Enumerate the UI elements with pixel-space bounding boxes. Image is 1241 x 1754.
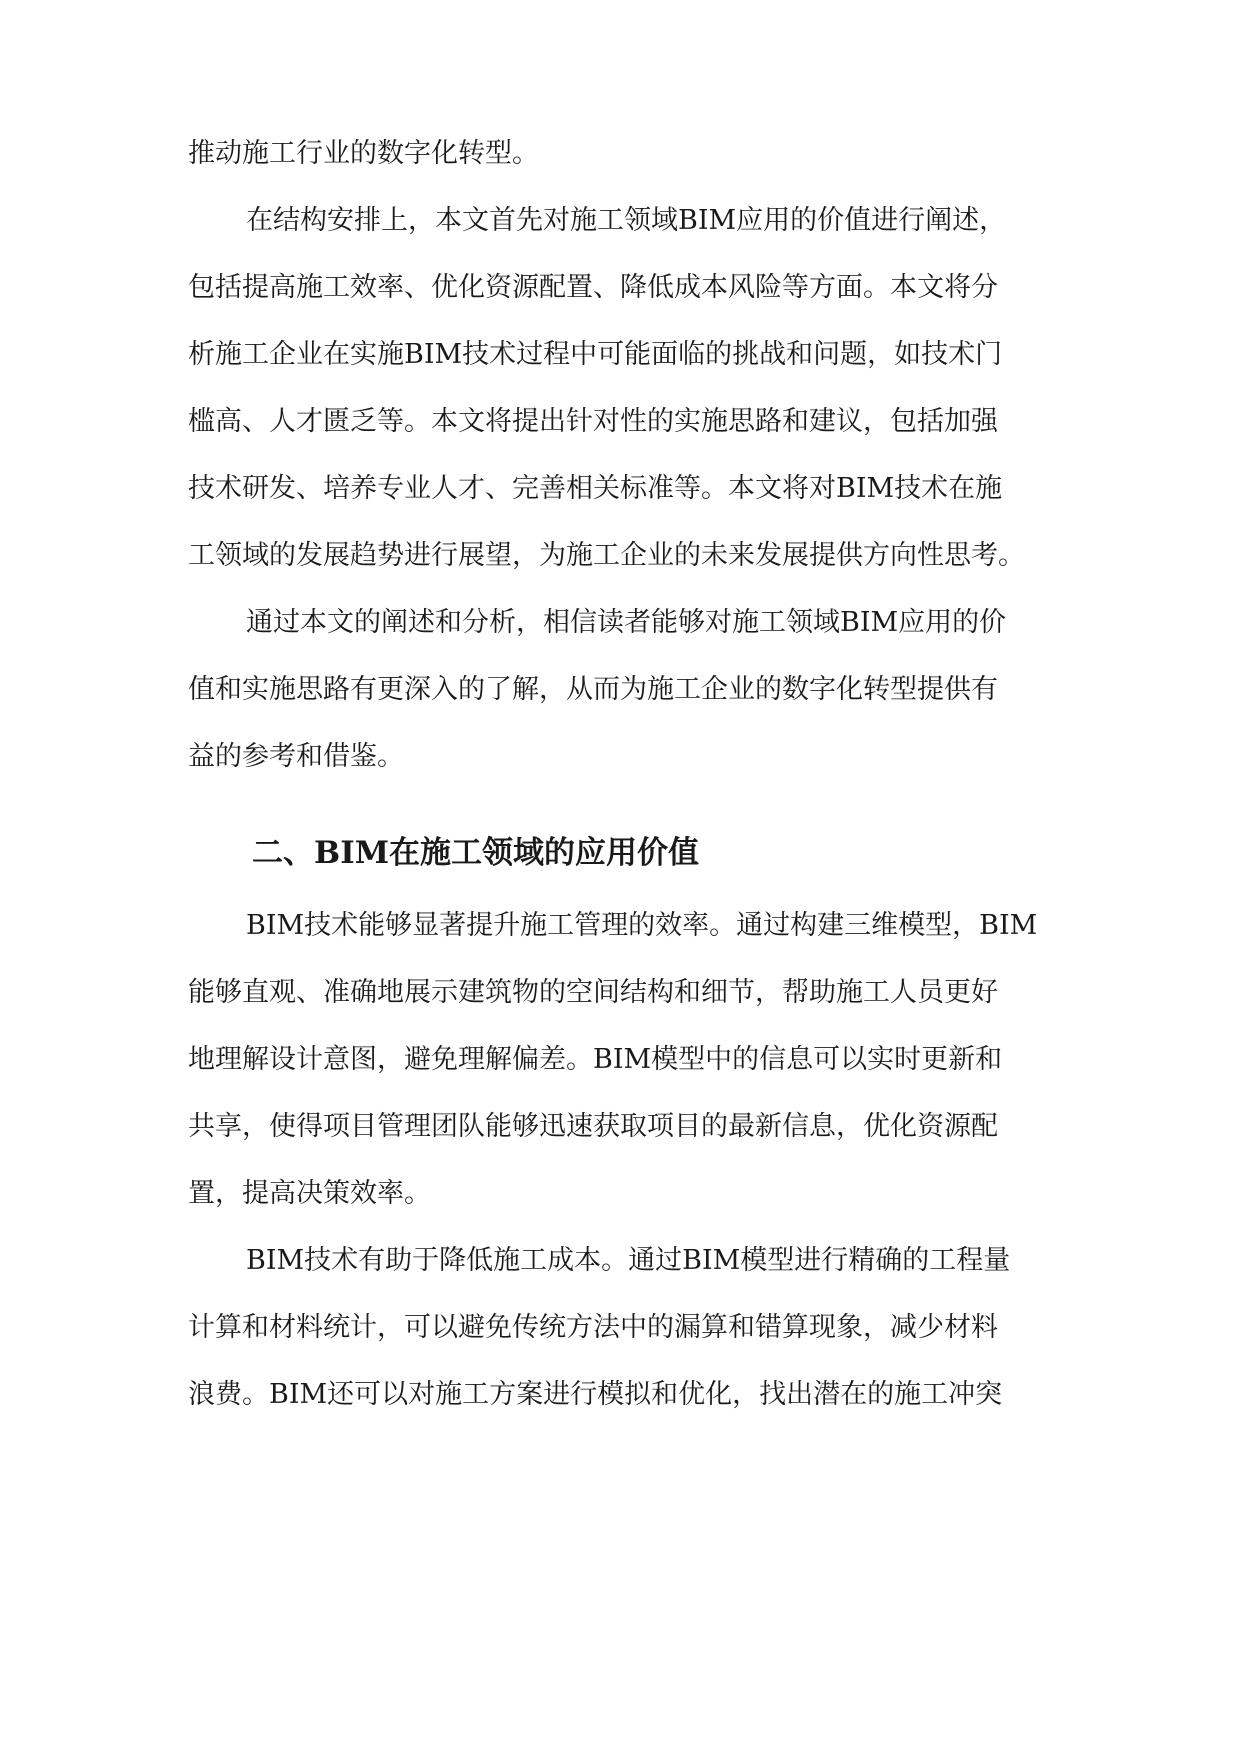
paragraph-line: 计算和材料统计，可以避免传统方法中的漏算和错算现象，减少材料 xyxy=(188,1312,998,1343)
paragraph-line: 通过本文的阐述和分析，相信读者能够对施工领域BIM应用的价 xyxy=(246,607,1007,638)
paragraph-line: BIM技术有助于降低施工成本。通过BIM模型进行精确的工程量 xyxy=(246,1245,1011,1276)
paragraph-line: 工领域的发展趋势进行展望，为施工企业的未来发展提供方向性思考。 xyxy=(188,540,1025,571)
paragraph-line: 槛高、人才匮乏等。本文将提出针对性的实施思路和建议，包括加强 xyxy=(188,406,998,437)
paragraph-line: 析施工企业在实施BIM技术过程中可能面临的挑战和问题，如技术门 xyxy=(188,339,1003,370)
paragraph-line: 益的参考和借鉴。 xyxy=(188,741,404,772)
paragraph-line: 推动施工行业的数字化转型。 xyxy=(188,138,539,169)
paragraph-line: 浪费。BIM还可以对施工方案进行模拟和优化，找出潜在的施工冲突 xyxy=(188,1379,1003,1410)
paragraph-line: 置，提高决策效率。 xyxy=(188,1178,431,1209)
paragraph-line: 在结构安排上，本文首先对施工领域BIM应用的价值进行阐述， xyxy=(246,205,1007,236)
paragraph-line: 值和实施思路有更深入的了解，从而为施工企业的数字化转型提供有 xyxy=(188,674,998,705)
paragraph-line: 技术研发、培养专业人才、完善相关标准等。本文将对BIM技术在施 xyxy=(188,473,1003,504)
paragraph-line: 包括提高施工效率、优化资源配置、降低成本风险等方面。本文将分 xyxy=(188,272,998,303)
section-heading: 二、BIM在施工领域的应用价值 xyxy=(252,835,700,871)
paragraph-line: 能够直观、准确地展示建筑物的空间结构和细节，帮助施工人员更好 xyxy=(188,977,998,1008)
paragraph-line: 地理解设计意图，避免理解偏差。BIM模型中的信息可以实时更新和 xyxy=(188,1044,1003,1075)
paragraph-line: 共享，使得项目管理团队能够迅速获取项目的最新信息，优化资源配 xyxy=(188,1111,998,1142)
paragraph-line: BIM技术能够显著提升施工管理的效率。通过构建三维模型，BIM xyxy=(246,910,1038,941)
